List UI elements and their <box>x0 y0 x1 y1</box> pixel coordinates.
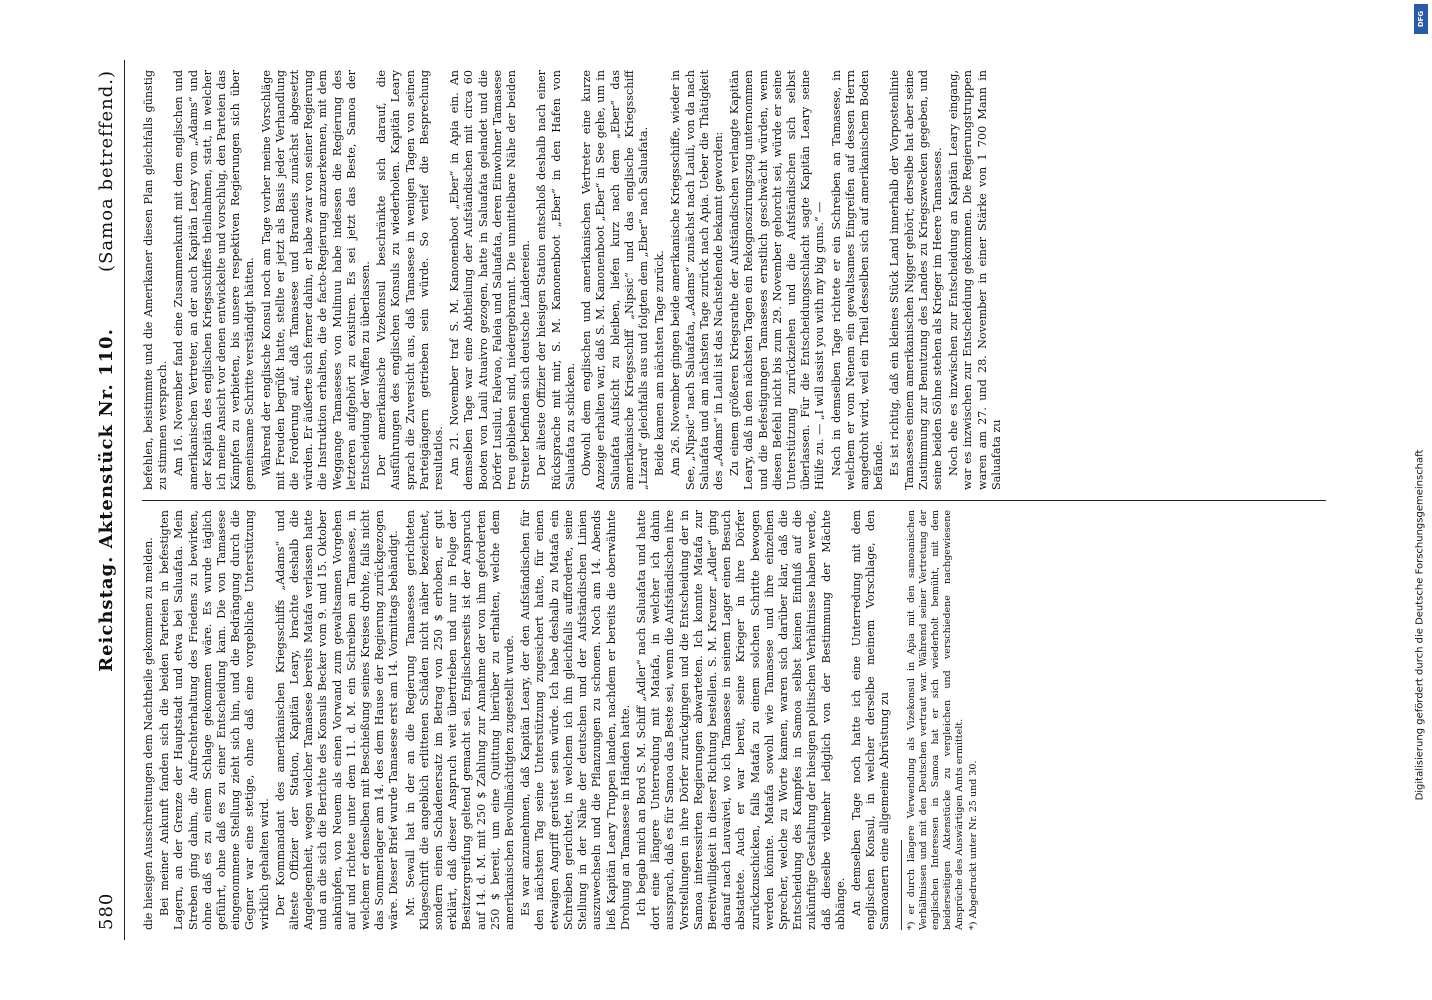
page-subject: (Samoa betreffend.) <box>96 70 117 272</box>
paragraph: Es ist richtig, daß ein kleines Stück Land innerhalb der Vorpostenlinie Tamaseses einem amerikanischen Nigger gehört; derselbe hat aber seine Zustimmung zur Benutzung des Landes zu Kriegszwecken gegeben, und seine beiden Söhne stehen als Krieger im Heere Tamaseses. <box>888 70 944 490</box>
paragraph: Während der englische Konsul noch am Tage vorher meine Vorschläge mit Freuden begrüßt hatte, stellte er jetzt als Basis jeder Verhandlung die Forderung auf, daß Tamasese und Brandeis zunächst abgesetzt würden. Er äußerte sich ferner dahin, er habe zwar von seiner Regierung die Instruktion erhalten, die de facto-Regierung anzuerkennen, mit dem Weggange Tamaseses von Mulinuu habe indessen die Regierung des letzteren aufgehört zu existiren. Es sei jetzt das Beste, Samoa der Entscheidung der Waffen zu überlassen. <box>259 70 373 490</box>
paragraph: An demselben Tage noch hatte ich eine Unterredung mit dem englischen Konsul, in welcher derselbe meinem Vorschlage, den Samoanern eine allgemeine Abrüstung zu <box>849 510 892 930</box>
paragraph: Zu einem größeren Kriegsrathe der Aufständischen verlangte Kapitän Leary, daß in den nächsten Tagen ein Rekognoszirungszug unternommen und die Befestigungen Tamaseses ernstlich geschwächt würden, wenn diesen Befehl nicht bis zum 29. November gehorcht sei, würde er seine Unterstützung zurückziehen und die Aufständischen sich selbst überlassen. Für die Entscheidungsschlacht sagte Kapitän Leary seine Hülfe zu. — „I will assist you with my big guns.“ — <box>728 70 827 490</box>
dfg-logo-text: DFG <box>1417 10 1425 28</box>
page-title: Reichstag. Aktenstück Nr. 110. <box>96 328 117 672</box>
paragraph: Bei meiner Ankunft fanden sich die beiden Parteien in befestigten Lagern, an der Grenze der Hauptstadt und etwa bei Saluafata. Mein Streben ging dahin, die Aufrechterhaltung des Friedens zu bewirken, ohne daß es zu einem Schlage gekommen wäre. Es wurde täglich geführt, ohne daß es zu einer Entscheidung kam. Die von Tamasese eingenommene Stellung zieht sich hin, und die Bedrängung durch die Gegner war eine stetige, ohne daß eine vorgebliche Unterstützung wirklich gehalten wird. <box>158 510 271 930</box>
paragraph: befehlen, beistimmte und die Amerikaner diesen Plan gleichfalls günstig zu stimmen versprach. <box>142 70 170 490</box>
paragraph: Nach in demselben Tage richtete er ein Schreiben an Tamasese, in welchem er vom Nenem ein gewaltsames Eingreifen auf dessen Herrn angedroht wird, weil ein Theil desselben sich auf amerikanischem Boden befände. <box>829 70 886 490</box>
paragraph: Der amerikanische Vizekonsul beschränkte sich darauf, die Ausführungen des englischen Konsuls zu wiederholen. Kapitän Leary sprach die Zuversicht aus, daß Tamasese in wenigen Tagen von seinen Parteigängern getrieben sein würde. So verlief die Besprechung resultatlos. <box>375 70 446 490</box>
paragraph: Am 21. November traf S. M. Kanonenboot „Eber“ in Apia ein. An demselben Tage war eine Abtheilung der Aufständischen mit circa 60 Booten von Lauli Atuaivro gezogen, hatte in Saluafata gelandet und die Dörfer Lusilui, Falevao, Faleia und Saluafata, deren Einwohner Tamasese treu geblieben sind, niedergebrannt. Die unmittelbare Nähe der beiden Streiter befinden sich deutsche Ländereien. <box>448 70 533 490</box>
page-number: 580 <box>96 892 117 930</box>
digitization-funding-note <box>1412 260 1428 990</box>
paragraph: Es war anzunehmen, daß Kapitän Leary, der den Aufständischen für den nächsten Tag seine Unterstützung zugesichert hatte, für einen etwaigen Angriff gerüstet sein würde. Ich habe deshalb zu Matafa ein Schreiben gerichtet, in welchem ich ihn gleichfalls aufforderte, seine Stellung in der Nähe der deutschen und der Aufständischen Linien auszuwechseln und die Pflanzungen zu schonen. Noch am 14. Abends ließ Kapitän Leary Truppen landen, nachdem er bereits die oberwähnte Drohung an Tamasese in Händen hatte. <box>519 510 632 930</box>
column-divider <box>142 500 1326 501</box>
running-head <box>94 60 125 940</box>
paragraph: Ich begab mich an Bord S. M. Schiff „Adler“ nach Saluafata und hatte dort eine längere Unterredung mit Matafa, in welcher ich dahin aussprach, daß es für Samoa das Beste sei, wenn die Aufständischen ihre Vorstellungen in ihre Dörfer zurückgingen und die Entscheidung der in Samoa interessirten Regierungen abwarteten. Ich konnte Matafa zur Bereitwilligkeit in dieser Richtung bestellen. S. M. Kreuzer „Adler“ ging darauf nach Lauvaivei, wo ich Tamasese in seinem Lager einen Besuch abstattete. Auch er war bereit, seine Krieger in ihre Dörfer zurückzuschicken, falls Matafa zu einem solchen Schritte bewogen werden könnte. Matafa sowohl wie Tamasese und ihre einzelnen Sprecher, welche zu Worte kamen, waren sich darüber klar, daß die Entscheidung des Kampfes in Samoa selbst keinen Einfluß auf die zukünftige Gestaltung der hiesigen politischen Verhältnisse haben werde, daß dieselbe vielmehr lediglich von der Bestimmung der Mächte abhänge. <box>634 510 847 930</box>
paragraph: Am 16. November fand eine Zusammenkunft mit dem englischen und amerikanischen Vertreter, an der auch Kapitän Leary vom „Adams“ und der Kapitän des englischen Kriegsschiffes theilnahmen, statt, in welcher ich meine Ansicht vor denen entwickelte und vorschlug, den Parteien das Kämpfen zu verbieten, bis unsere respektiven Regierungen sich über gemeinsame Schritte verständigt hätten. <box>172 70 257 490</box>
footnote: *) Abgedruckt unter Nr. 25 und 30. <box>967 760 979 930</box>
dfg-logo <box>1414 4 1428 34</box>
paragraph: die hiesigen Ausschreitungen dem Nachtheile gekommen zu melden. <box>142 537 155 930</box>
paragraph: Der älteste Offizier der hiesigen Station entschloß deshalb nach einer Rücksprache mit mir, S. M. Kanonenboot „Eber“ in den Hafen von Saluafata zu schicken. <box>535 70 577 490</box>
paragraph: Mr. Sewall hat in der an die Regierung Tamaseses gerichteten Klageschrift die angeblich erlittenen Schäden nicht näher bezeichnet, sondern einen Schadenersatz im Betrag von 250 $ erhoben, er gut erklärt, daß dieser Anspruch weit übertrieben und nur in Folge der Besitzergreifung geltend gemacht sei. Englischerseits ist der Anspruch auf 14. d. M. mit 250 $ Zahlung zur Annahme der von ihm geforderten 250 $ bereit, um eine Quittung hierüber zu erhalten, welche dem amerikanischen Bevollmächtigten zugestellt wurde. <box>403 510 517 930</box>
paragraph: Der Kommandant des amerikanischen Kriegsschiffs „Adams“ und älteste Offizier der Station, Kapitän Leary, brachte deshalb die Angelegenheit, wegen welcher Tamasese bereits Matafa verlassen hatte und an die sich die Berichte des Konsuls Becker vom 9. und 15. Oktober anknüpfen, von Neuem als einen Vorwand zum gewaltsamen Vorgehen auf und richtete unter dem 11. d. M. ein Schreiben an Tamasese, in welchem er denselben mit Beschießung seines Kreises drohte, falls nicht das Sommerlager am 14. des dem Hause der Regierung zurückgezogen wäre. Dieser Brief wurde Tamasese erst am 14. Vormittags behändigt. <box>273 510 401 930</box>
footnote: *) er durch längere Verwendung als Vizekonsul in Apia mit den samoanischen Verhältnissen und mit den Deutschen vertraut war. Während seiner Vertretung der englischen Interessen in Samoa hat er sich wiederholt bemüht, mit dem beiderseitigen Aktenstücke zu vergleichen und verschiedene nachgewiesene Ansprüche des Auswärtigen Amts ermittelt. <box>905 510 965 930</box>
paragraph: Noch ehe es inzwischen zur Entscheidung an Kapitän Leary eingang, war es inzwischen zur Entscheidung gekommen. Die Regierungstruppen waren am 27. und 28. November in einer Stärke von 1 700 Mann in Saluafata zu <box>947 70 1003 490</box>
paragraph: Beide kamen am nächsten Tage zurück. <box>653 250 667 476</box>
footnote-divider <box>901 840 902 930</box>
paragraph: Am 26. November gingen beide amerikanische Kriegsschiffe, wieder in See, „Nipsic“ nach Saluafata, „Adams“ zunächst nach Lauli, von da nach Saluafata und am nächsten Tage zurück nach Apia. Ueber die Thätigkeit des „Adams“ in Lauli ist das Nachstehende bekannt geworden: <box>669 70 725 490</box>
right-text-column <box>142 70 1326 490</box>
paragraph: Obwohl dem englischen und amerikanischen Vertreter eine kurze Anzeige erhalten war, daß S. M. Kanonenboot „Eber“ in See gehe, um in Saluafata Aufsicht zu bleiben, liefen kurz nach dem „Eber“ das amerikanische Kriegsschiff „Nipsic“ und das englische Kriegsschiff „Lizard“ gleichfalls aus und folgten dem „Eber“ nach Saluafata. <box>580 70 650 490</box>
left-text-column <box>142 510 1326 930</box>
rotated-document-page <box>46 20 1386 980</box>
funding-note-text: Digitalisierung gefördert durch die Deutsche Forschungsgemeinschaft <box>1414 449 1426 801</box>
